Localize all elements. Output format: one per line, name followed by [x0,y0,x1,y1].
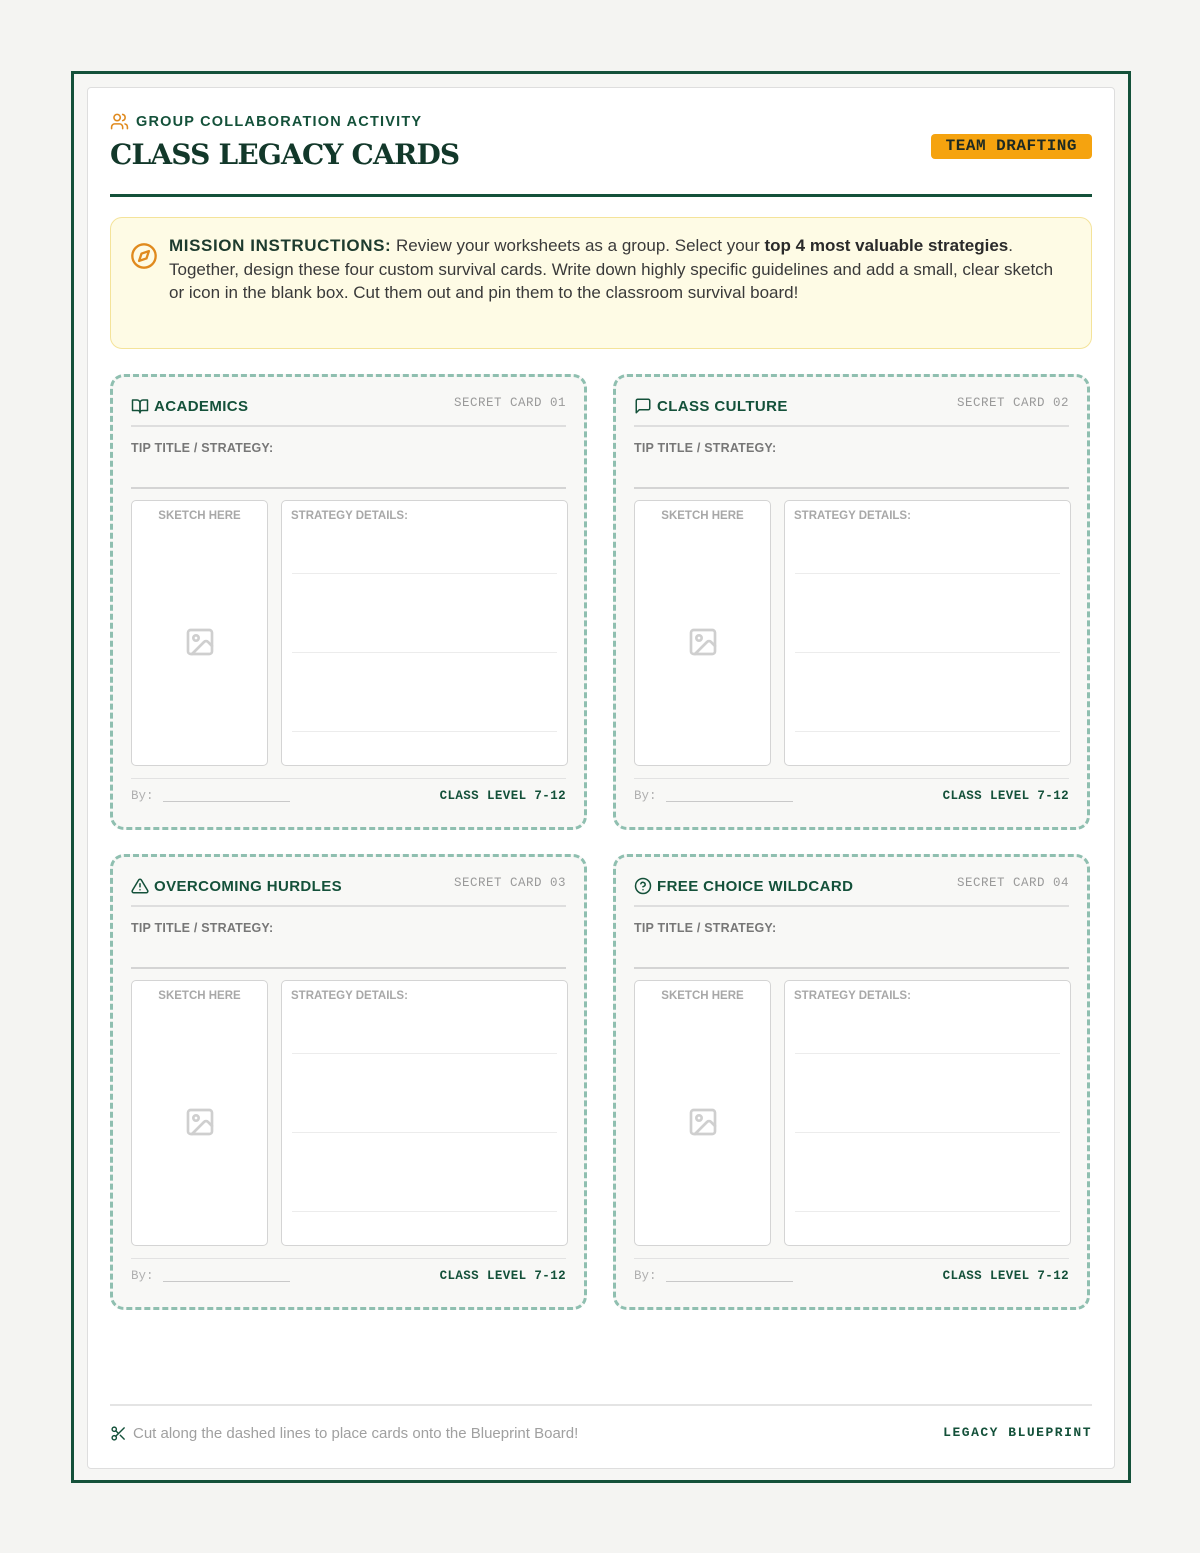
tip-title-write-line[interactable] [634,967,1069,969]
class-level: CLASS LEVEL 7-12 [942,789,1069,803]
footer-note [110,1425,578,1442]
class-level: CLASS LEVEL 7-12 [439,789,566,803]
eyebrow [110,112,422,131]
card-category-label: FREE CHOICE WILDCARD [657,877,854,895]
book-icon [131,397,149,415]
strategy-details-label: STRATEGY DETAILS: [291,990,408,1002]
class-level: CLASS LEVEL 7-12 [942,1269,1069,1283]
strategy-details-box[interactable] [281,500,568,766]
mission-text-part-1: Review your worksheets as a group. Select your [391,236,765,255]
tip-title-label: TIP TITLE / STRATEGY: [131,441,274,455]
write-line [292,573,557,574]
author-write-line[interactable] [163,801,290,802]
class-level: CLASS LEVEL 7-12 [439,1269,566,1283]
mission-text-part-2: . Together, design these four custom survival cards. Write down highly specific guidelines and add a small, clear sketch or icon in the blank box. Cut them out and pin them to the classroom survival board! [169,236,1054,302]
worksheet [87,87,1115,1469]
strategy-details-box[interactable] [784,500,1071,766]
card-category [634,877,853,895]
mission-emphasis: top 4 most valuable strategies [764,236,1009,255]
strategy-details-box[interactable] [784,980,1071,1246]
divider [131,1258,566,1259]
card-category [131,397,248,415]
image-placeholder-icon [687,626,719,658]
divider [131,778,566,779]
legacy-card-academics [110,374,587,830]
card-category-label: ACADEMICS [154,397,249,415]
sketch-box[interactable] [131,980,268,1246]
legacy-card-class-culture [613,374,1090,830]
legacy-card-free-choice-wildcard [613,854,1090,1310]
legacy-card-overcoming-hurdles [110,854,587,1310]
write-line [292,1053,557,1054]
sketch-label: SKETCH HERE [661,990,744,1002]
help-circle-icon [634,877,652,895]
page-frame [71,71,1131,1483]
sketch-label: SKETCH HERE [158,990,241,1002]
footer-instruction: Cut along the dashed lines to place cards onto the Blueprint Board! [133,1425,579,1442]
card-category-label: OVERCOMING HURDLES [154,877,343,895]
write-line [795,652,1060,653]
tip-title-label: TIP TITLE / STRATEGY: [131,921,274,935]
mission-lead: MISSION INSTRUCTIONS: [169,236,392,255]
author-write-line[interactable] [666,1281,793,1282]
divider [634,778,1069,779]
divider [634,1258,1069,1259]
secret-card-number: SECRET CARD 01 [453,396,566,410]
brand-mark: LEGACY BLUEPRINT [943,1425,1092,1440]
write-line [292,731,557,732]
sketch-box[interactable] [634,980,771,1246]
sketch-label: SKETCH HERE [661,510,744,522]
image-placeholder-icon [184,1106,216,1138]
sketch-box[interactable] [131,500,268,766]
by-label: By: [634,1269,657,1283]
secret-card-number: SECRET CARD 03 [453,876,566,890]
team-drafting-badge: TEAM DRAFTING [931,134,1092,159]
write-line [795,1211,1060,1212]
page-header [110,110,1092,197]
by-label: By: [131,789,154,803]
sketch-box[interactable] [634,500,771,766]
card-category [131,877,342,895]
strategy-details-box[interactable] [281,980,568,1246]
secret-card-number: SECRET CARD 04 [956,876,1069,890]
secret-card-number: SECRET CARD 02 [956,396,1069,410]
strategy-details-label: STRATEGY DETAILS: [794,990,911,1002]
sketch-label: SKETCH HERE [158,510,241,522]
mission-text [169,234,1059,305]
activity-type: GROUP COLLABORATION ACTIVITY [136,113,423,130]
divider [131,905,566,907]
compass-icon [130,242,158,270]
divider [131,425,566,427]
author-write-line[interactable] [666,801,793,802]
card-category-label: CLASS CULTURE [657,397,788,415]
write-line [292,1132,557,1133]
tip-title-write-line[interactable] [131,487,566,489]
divider [634,905,1069,907]
by-label: By: [634,789,657,803]
strategy-details-label: STRATEGY DETAILS: [794,510,911,522]
scissors-icon [110,1425,127,1442]
write-line [795,1132,1060,1133]
tip-title-label: TIP TITLE / STRATEGY: [634,921,777,935]
tip-title-write-line[interactable] [634,487,1069,489]
strategy-details-label: STRATEGY DETAILS: [291,510,408,522]
chat-bubble-icon [634,397,652,415]
tip-title-write-line[interactable] [131,967,566,969]
write-line [795,731,1060,732]
card-category [634,397,788,415]
image-placeholder-icon [687,1106,719,1138]
write-line [292,652,557,653]
users-icon [110,112,129,131]
image-placeholder-icon [184,626,216,658]
author-write-line[interactable] [163,1281,290,1282]
write-line [795,1053,1060,1054]
write-line [292,1211,557,1212]
tip-title-label: TIP TITLE / STRATEGY: [634,441,777,455]
page-title: CLASS LEGACY CARDS [110,138,460,171]
warning-triangle-icon [131,877,149,895]
divider [634,425,1069,427]
mission-instructions-box [110,217,1092,349]
by-label: By: [131,1269,154,1283]
write-line [795,573,1060,574]
footer-divider [110,1404,1092,1406]
